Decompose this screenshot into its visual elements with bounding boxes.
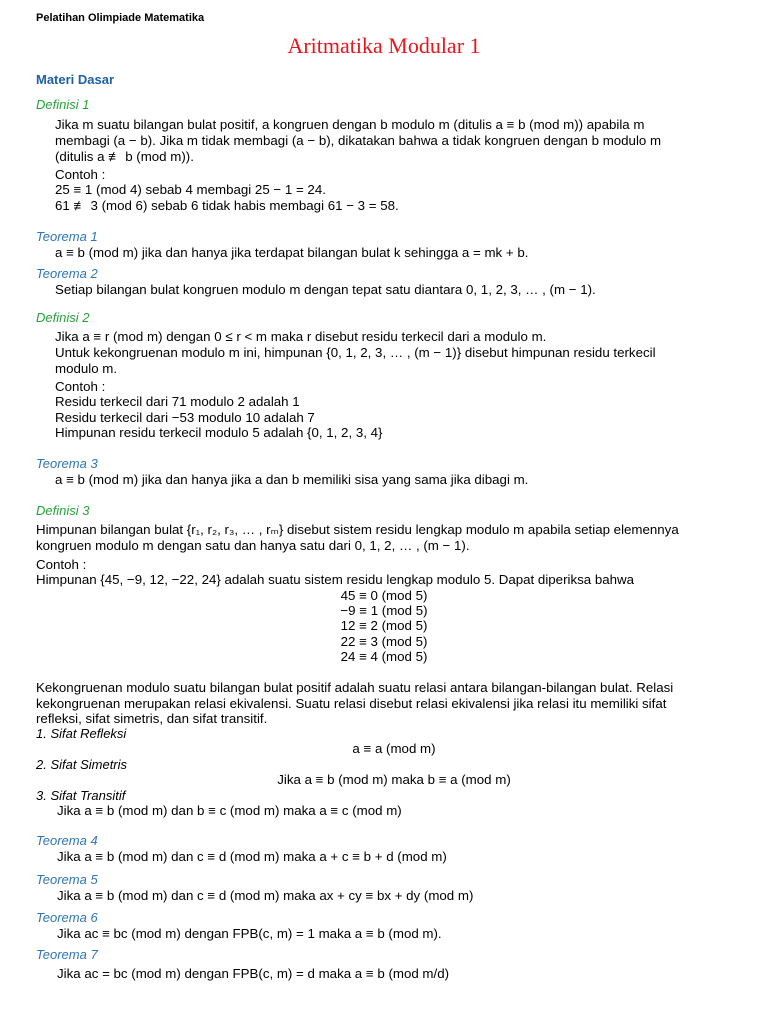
- centered-congruence: −9 ≡ 1 (mod 5): [340, 603, 428, 618]
- theorem-4-label: Teorema 4: [36, 833, 98, 848]
- theorem-3-label: Teorema 3: [36, 456, 98, 471]
- definition-3-label: Definisi 3: [36, 503, 90, 518]
- centered-congruence: 45 ≡ 0 (mod 5): [340, 588, 428, 603]
- example-line: Residu terkecil dari −53 modulo 10 adalah 7: [55, 410, 315, 425]
- theorem-3-text: a ≡ b (mod m) jika dan hanya jika a dan b memiliki sisa yang sama jika dibagi m.: [55, 472, 529, 487]
- example-label: Contoh :: [36, 557, 87, 572]
- paragraph-line: Kekongruenan modulo suatu bilangan bulat positif adalah suatu relasi antara bilangan-bilangan bulat. Relasi: [36, 680, 674, 695]
- property-transitive-formula: Jika a ≡ b (mod m) dan b ≡ c (mod m) maka a ≡ c (mod m): [57, 803, 402, 818]
- theorem-7-label: Teorema 7: [36, 947, 98, 962]
- definition-1-line: membagi (a − b). Jika m tidak membagi (a − b), dikatakan bahwa a tidak kongruen dengan b modulo m: [55, 133, 662, 148]
- centered-congruence: 24 ≡ 4 (mod 5): [340, 649, 428, 664]
- definition-3-line: Himpunan bilangan bulat {r₁, r₂, r₃, … , rₘ} disebut sistem residu lengkap modulo m apabila setiap elemennya: [36, 522, 679, 537]
- property-transitive-label: 3. Sifat Transitif: [36, 788, 126, 803]
- example-intro: Himpunan {45, −9, 12, −22, 24} adalah suatu sistem residu lengkap modulo 5. Dapat diperiksa bahwa: [36, 572, 635, 587]
- centered-congruence: 12 ≡ 2 (mod 5): [340, 618, 428, 633]
- theorem-6-label: Teorema 6: [36, 910, 98, 925]
- theorem-1-text: a ≡ b (mod m) jika dan hanya jika terdapat bilangan bulat k sehingga a = mk + b.: [55, 245, 529, 260]
- theorem-5-label: Teorema 5: [36, 872, 98, 887]
- definition-2-line: Jika a ≡ r (mod m) dengan 0 ≤ r < m maka r disebut residu terkecil dari a modulo m.: [55, 329, 547, 344]
- definition-2-label: Definisi 2: [36, 310, 90, 325]
- example-line: 25 ≡ 1 (mod 4) sebab 4 membagi 25 − 1 = 24.: [55, 182, 326, 197]
- definition-1-line: Jika m suatu bilangan bulat positif, a kongruen dengan b modulo m (ditulis a ≡ b (mod m)) apabila m: [55, 117, 645, 132]
- theorem-4-text: Jika a ≡ b (mod m) dan c ≡ d (mod m) maka a + c ≡ b + d (mod m): [57, 849, 447, 864]
- example-line: Residu terkecil dari 71 modulo 2 adalah 1: [55, 394, 300, 409]
- definition-1-label: Definisi 1: [36, 97, 90, 112]
- property-reflexive-label: 1. Sifat Refleksi: [36, 726, 127, 741]
- definition-3-line: kongruen modulo m dengan satu dan hanya satu dari 0, 1, 2, … , (m − 1).: [36, 538, 470, 553]
- page-title: Aritmatika Modular 1: [287, 33, 481, 58]
- section-heading: Materi Dasar: [36, 72, 115, 87]
- example-line: 61 ≢ 3 (mod 6) sebab 6 tidak habis membagi 61 − 3 = 58.: [55, 198, 399, 213]
- definition-1-line: (ditulis a ≢ b (mod m)).: [55, 149, 194, 164]
- theorem-1-label: Teorema 1: [36, 229, 98, 244]
- definition-2-line: modulo m.: [55, 361, 118, 376]
- example-label: Contoh :: [55, 379, 106, 394]
- centered-congruence: 22 ≡ 3 (mod 5): [340, 634, 428, 649]
- example-line: Himpunan residu terkecil modulo 5 adalah {0, 1, 2, 3, 4}: [55, 425, 383, 440]
- theorem-6-text: Jika ac ≡ bc (mod m) dengan FPB(c, m) = 1 maka a ≡ b (mod m).: [57, 926, 442, 941]
- paragraph-line: kekongruenan merupakan relasi ekivalensi. Suatu relasi disebut relasi ekivalensi jika relasi itu memiliki sifat: [36, 696, 667, 711]
- paragraph-line: refleksi, sifat simetris, dan sifat transitif.: [36, 711, 268, 726]
- document-header: Pelatihan Olimpiade Matematika: [36, 12, 205, 24]
- example-label: Contoh :: [55, 167, 106, 182]
- definition-2-line: Untuk kekongruenan modulo m ini, himpunan {0, 1, 2, 3, … , (m − 1)} disebut himpunan residu terkecil: [55, 345, 656, 360]
- property-symmetric-formula: Jika a ≡ b (mod m) maka b ≡ a (mod m): [277, 772, 511, 787]
- theorem-5-text: Jika a ≡ b (mod m) dan c ≡ d (mod m) maka ax + cy ≡ bx + dy (mod m): [57, 888, 474, 903]
- property-reflexive-formula: a ≡ a (mod m): [352, 741, 436, 756]
- property-symmetric-label: 2. Sifat Simetris: [36, 757, 128, 772]
- theorem-2-text: Setiap bilangan bulat kongruen modulo m dengan tepat satu diantara 0, 1, 2, 3, … , (m − 1).: [55, 282, 596, 297]
- theorem-2-label: Teorema 2: [36, 266, 98, 281]
- theorem-7-text: Jika ac = bc (mod m) dengan FPB(c, m) = d maka a ≡ b (mod m/d): [57, 966, 450, 981]
